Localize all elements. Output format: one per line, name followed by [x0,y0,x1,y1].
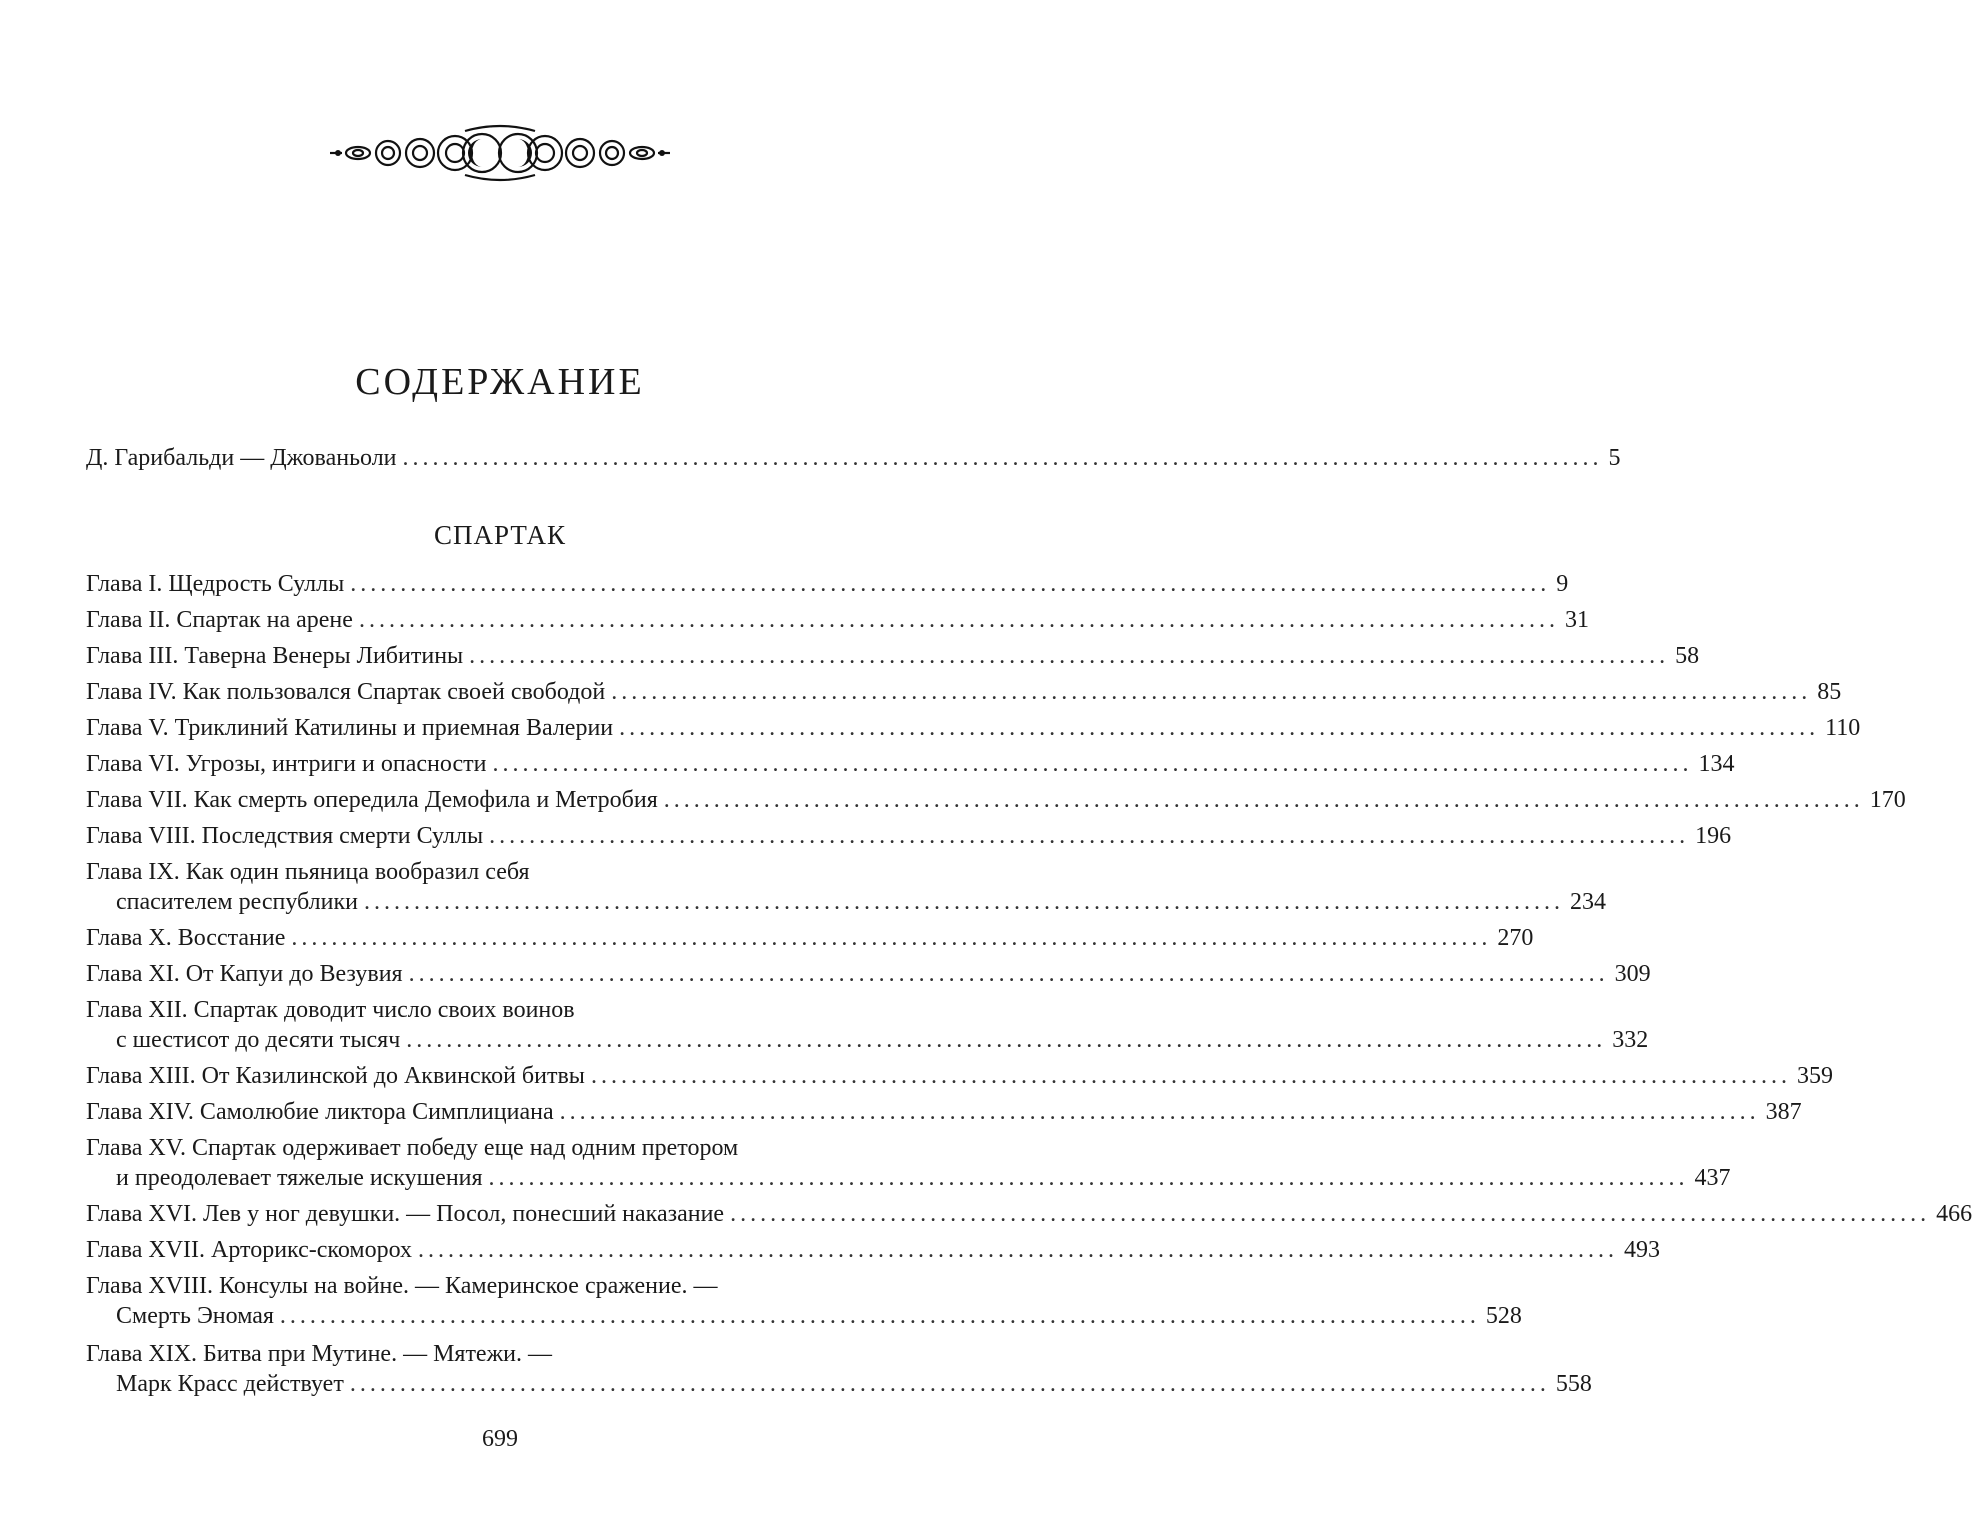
page-title: СОДЕРЖАНИЕ [355,361,645,403]
toc-entry[interactable] [86,1366,1592,1398]
toc-page-number: 437 [1694,1165,1731,1191]
toc-entry-title: Глава X. Восстание [86,925,286,951]
toc-entry-title: Глава XI. От Капуи до Везувия [86,961,403,987]
dot-leader: ........................................................................................................................ [408,961,1609,987]
toc-entry[interactable] [86,1232,1660,1264]
dot-leader: ........................................................................................................................ [406,1027,1607,1053]
toc-entry-title: Глава XIV. Самолюбие ликтора Симплициана [86,1099,554,1125]
dot-leader: ........................................................................................................................ [590,1063,1791,1089]
dot-leader: ........................................................................................................................ [489,823,1690,849]
toc-page-number: 196 [1695,823,1732,849]
toc-entry-title[interactable]: Глава XVIII. Консулы на войне. — Камеринское сражение. — [86,1273,718,1299]
dot-leader: ........................................................................................................................ [611,679,1812,705]
dot-leader: ........................................................................................................................ [291,925,1492,951]
toc-entry-title: Глава VII. Как смерть опередила Демофила и Метробия [86,787,658,813]
toc-entry[interactable] [86,1196,1972,1228]
toc-entry[interactable] [86,1160,1731,1192]
toc-entry-title[interactable]: Глава XIX. Битва при Мутине. — Мятежи. — [86,1341,553,1367]
toc-entry-intro[interactable] [86,440,1621,472]
toc-entry-title-continued: Марк Красс действует [116,1371,344,1397]
toc-entry-title-continued: с шестисот до десяти тысяч [116,1027,401,1053]
toc-entry-title: Глава II. Спартак на арене [86,607,353,633]
dot-leader: ........................................................................................................................ [488,1165,1689,1191]
toc-entry[interactable] [86,1022,1649,1054]
toc-entry-title: Глава III. Таверна Венеры Либитины [86,643,464,669]
toc-entry[interactable] [86,674,1842,706]
toc-page-number: 359 [1796,1063,1833,1089]
toc-page-number: 332 [1612,1027,1649,1053]
toc-page-number: 110 [1825,715,1861,741]
toc-entry[interactable] [86,782,1906,814]
toc-entry[interactable] [86,638,1700,670]
toc-entry[interactable] [86,1298,1522,1330]
toc-page-number: 558 [1555,1371,1592,1397]
toc-page-number: 9 [1556,571,1569,597]
toc-page-number: 493 [1623,1237,1660,1263]
toc-entry[interactable] [86,818,1732,850]
dot-leader: ........................................................................................................................ [363,889,1564,915]
toc-entry-title: Глава V. Триклиний Катилины и приемная Валерии [86,715,614,741]
dot-leader: ........................................................................................................................ [559,1099,1760,1125]
toc-entry-title: Д. Гарибальди — Джованьоли [86,445,397,471]
toc-entry[interactable] [86,710,1861,742]
toc-page-number: 528 [1485,1303,1522,1329]
toc-entry-title[interactable]: Глава XII. Спартак доводит число своих воинов [86,997,575,1023]
toc-entry-title-continued: Смерть Эномая [116,1303,274,1329]
toc-entry[interactable] [86,746,1735,778]
toc-entry[interactable] [86,956,1651,988]
dot-leader: ........................................................................................................................ [619,715,1820,741]
ornamental-border [330,123,670,183]
toc-entry[interactable] [86,920,1534,952]
dot-leader: ........................................................................................................................ [358,607,1559,633]
dot-leader: ........................................................................................................................ [350,571,1551,597]
toc-entry[interactable] [86,566,1569,598]
toc-page-number: 270 [1497,925,1534,951]
toc-entry[interactable] [86,602,1589,634]
toc-page-number: 85 [1817,679,1842,705]
dot-leader: ........................................................................................................................ [402,445,1603,471]
toc-entry-title[interactable]: Глава IX. Как один пьяница вообразил себя [86,859,530,885]
page-number: 699 [482,1426,518,1452]
toc-entry-title: Глава XVI. Лев у ног девушки. — Посол, понесший наказание [86,1201,725,1227]
toc-page-number: 309 [1614,961,1651,987]
toc-entry[interactable] [86,1058,1833,1090]
dot-leader: ........................................................................................................................ [349,1371,1550,1397]
toc-entry-title: Глава IV. Как пользовался Спартак своей свободой [86,679,606,705]
toc-entry-title[interactable]: Глава XV. Спартак одерживает победу еще над одним претором [86,1135,739,1161]
toc-entry-title: Глава XVII. Арторикс-скоморох [86,1237,412,1263]
toc-page-number: 5 [1608,445,1621,471]
toc-page-number: 134 [1698,751,1735,777]
toc-entry-title: Глава VI. Угрозы, интриги и опасности [86,751,487,777]
dot-leader: ........................................................................................................................ [730,1201,1931,1227]
dot-leader: ........................................................................................................................ [469,643,1670,669]
dot-leader: ........................................................................................................................ [417,1237,1618,1263]
dot-leader: ........................................................................................................................ [279,1303,1480,1329]
toc-page-number: 58 [1675,643,1700,669]
dot-leader: ........................................................................................................................ [492,751,1693,777]
toc-page-number: 170 [1869,787,1906,813]
dot-leader: ........................................................................................................................ [663,787,1864,813]
toc-entry[interactable] [86,884,1606,916]
section-heading: СПАРТАК [433,520,566,550]
toc-entry[interactable] [86,1094,1802,1126]
toc-page-number: 31 [1564,607,1589,633]
toc-page-number: 466 [1936,1201,1972,1227]
toc-entry-title: Глава XIII. От Казилинской до Аквинской битвы [86,1063,585,1089]
toc-entry-title-continued: спасителем республики [116,889,358,915]
toc-entry-title: Глава I. Щедрость Суллы [86,571,345,597]
toc-entry-title-continued: и преодолевает тяжелые искушения [116,1165,483,1191]
toc-entry-title: Глава VIII. Последствия смерти Суллы [86,823,484,849]
toc-page-number: 234 [1569,889,1606,915]
toc-page-number: 387 [1765,1099,1802,1125]
